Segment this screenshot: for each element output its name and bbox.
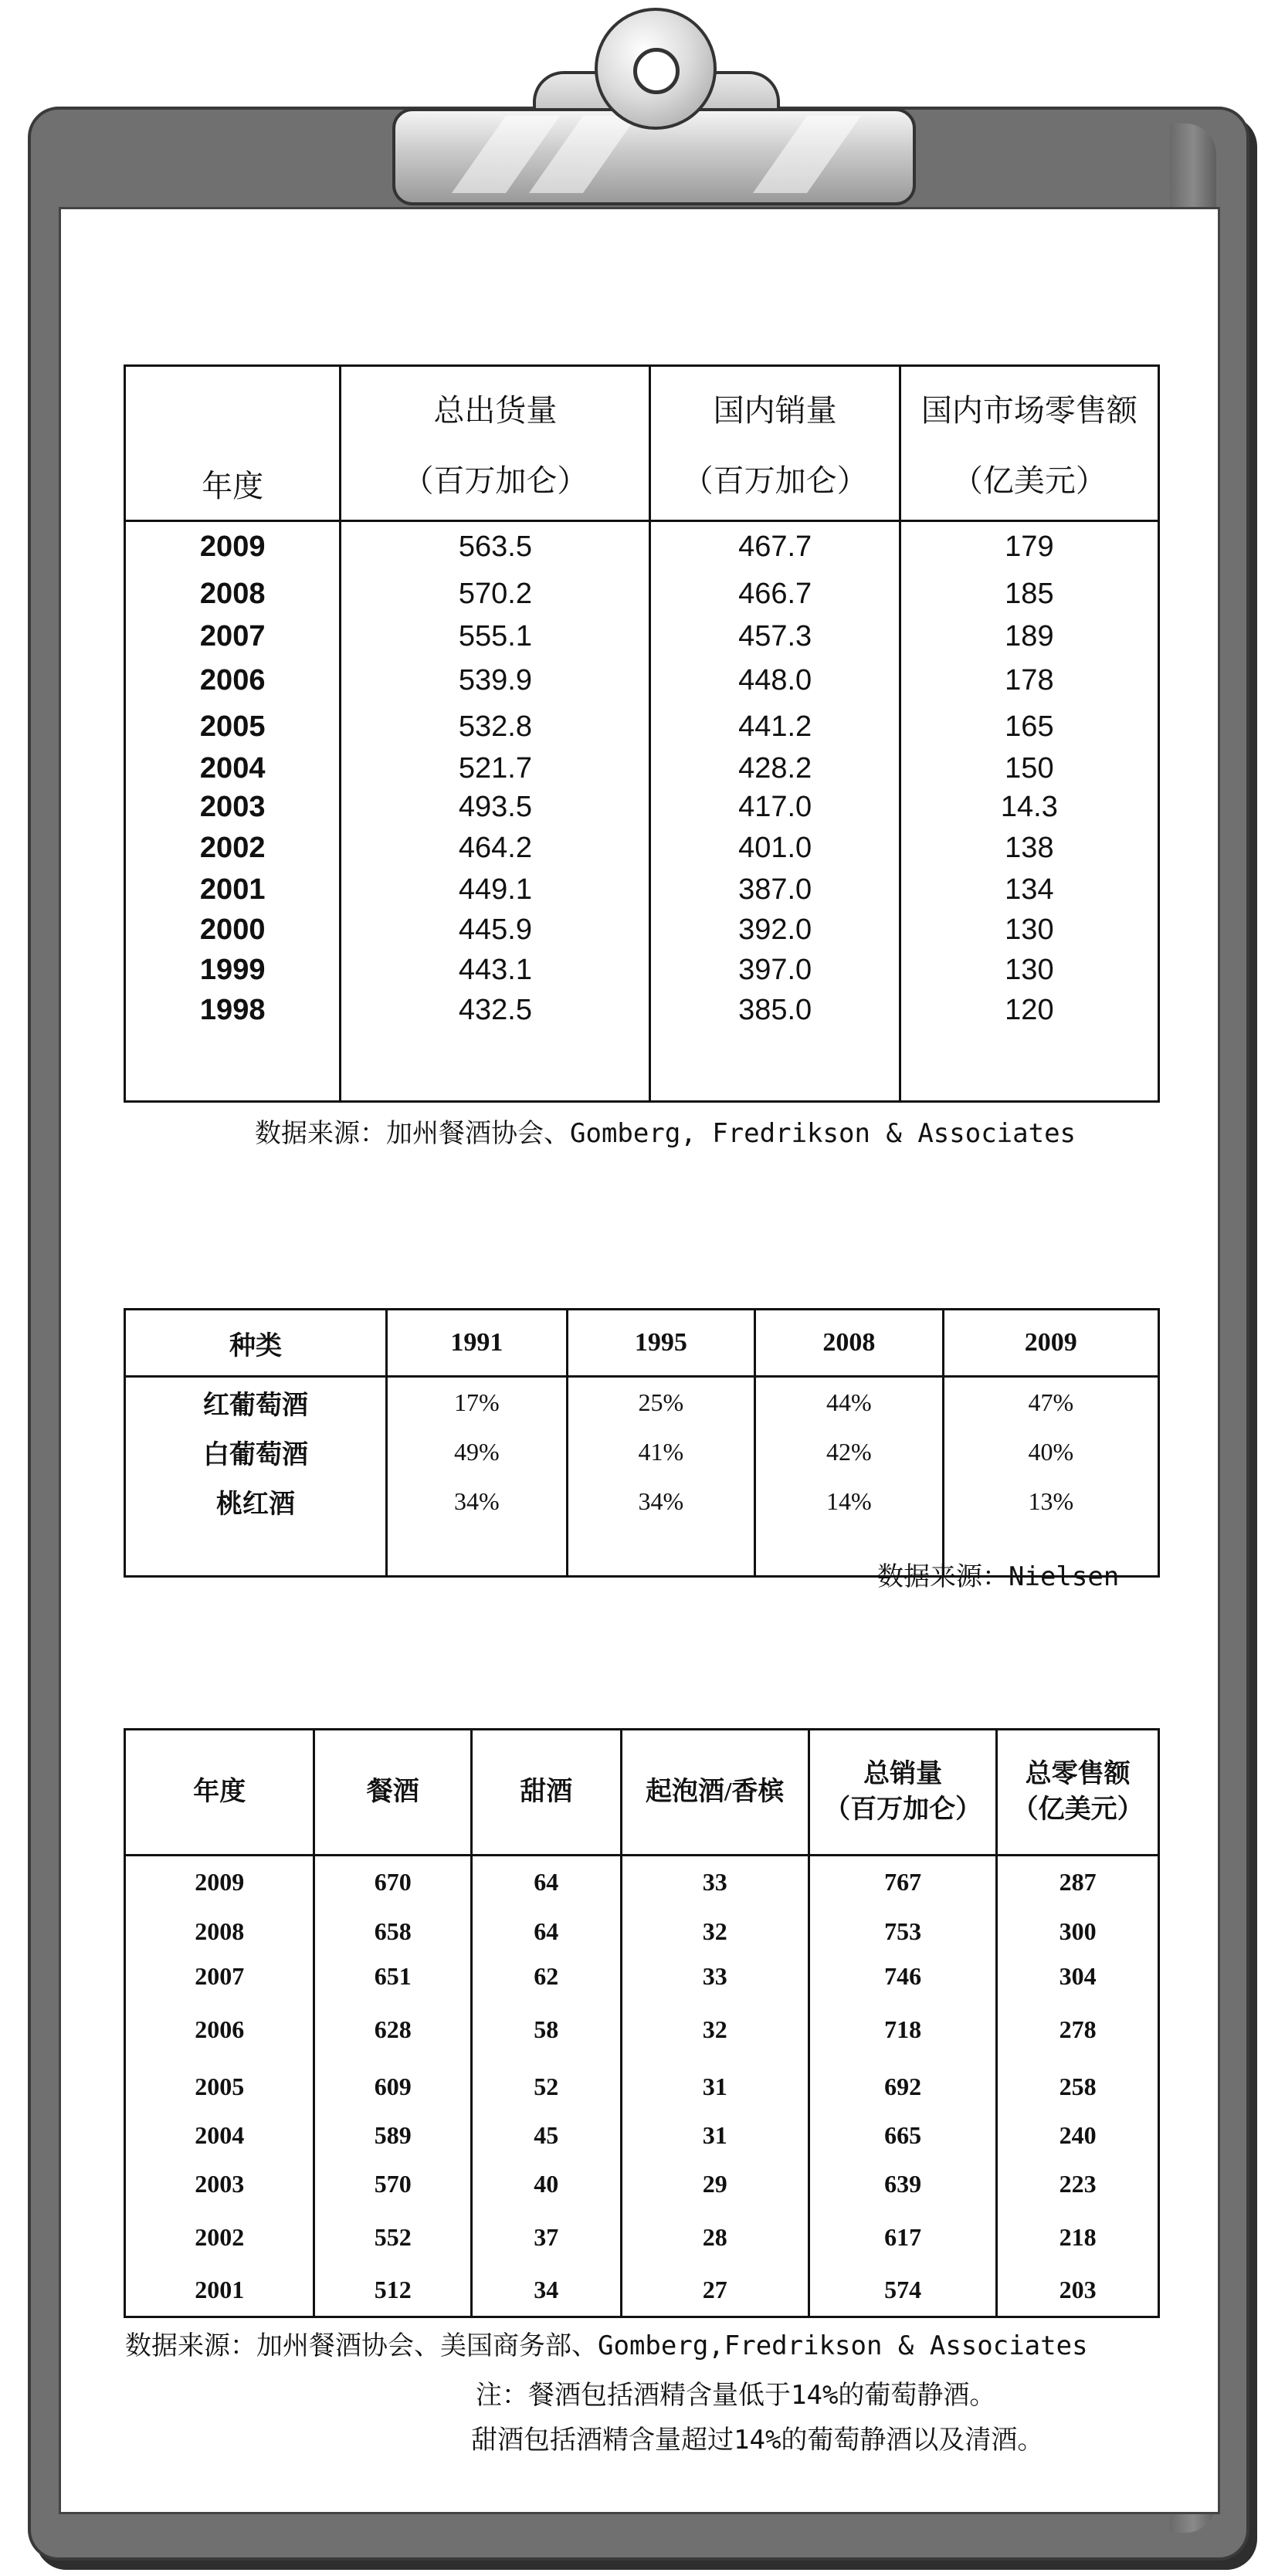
year-cell: 2003 (125, 788, 341, 826)
value-cell: 753 (809, 1909, 996, 1954)
spacer-cell (341, 1030, 650, 1102)
category-sales-table (124, 1728, 1160, 2318)
header-unit: （亿美元） (951, 464, 1107, 498)
table-row (125, 2212, 1159, 2264)
value-cell: 40 (471, 2157, 621, 2212)
header-label: 国内市场零售额 (920, 394, 1137, 428)
value-cell: 441.2 (650, 704, 900, 749)
header-label: 总销量 (863, 1760, 943, 1789)
header-label: 甜酒 (520, 1778, 573, 1807)
year-cell: 1998 (125, 990, 341, 1030)
header-unit: （亿美元） (1012, 1795, 1144, 1824)
year-cell: 2008 (125, 571, 341, 616)
value-cell: 387.0 (650, 869, 900, 910)
value-cell: 130 (900, 910, 1158, 950)
value-cell: 532.8 (341, 704, 650, 749)
value-cell: 165 (900, 704, 1158, 749)
year-cell: 2008 (125, 1909, 314, 1954)
header-cell (125, 1730, 314, 1856)
header-label: 餐酒 (366, 1778, 419, 1807)
source-note-3: 数据来源：加州餐酒协会、美国商务部、Gomberg,Fredrikson & Associates (125, 2330, 1088, 2361)
header-cell: 2009 (943, 1310, 1158, 1377)
value-cell: 34 (471, 2263, 621, 2317)
value-cell: 28 (621, 2212, 809, 2264)
header-cell: 2008 (755, 1310, 943, 1377)
header-retail-value (900, 366, 1158, 521)
value-cell: 448.0 (650, 656, 900, 704)
value-cell: 13% (943, 1476, 1158, 1526)
value-cell: 52 (471, 2060, 621, 2114)
table-row (125, 1909, 1159, 1954)
value-cell: 449.1 (341, 869, 650, 910)
year-cell: 2006 (125, 656, 341, 704)
header-cell: 1991 (387, 1310, 568, 1377)
value-cell: 464.2 (341, 826, 650, 869)
value-cell: 27 (621, 2263, 809, 2317)
value-cell: 746 (809, 1954, 996, 1999)
table-row (125, 2263, 1159, 2317)
header-cell (314, 1730, 472, 1856)
value-cell: 258 (997, 2060, 1159, 2114)
value-cell: 185 (900, 571, 1158, 616)
value-cell: 512 (314, 2263, 472, 2317)
value-cell: 138 (900, 826, 1158, 869)
value-cell: 570 (314, 2157, 472, 2212)
value-cell: 31 (621, 2113, 809, 2157)
year-cell: 2002 (125, 826, 341, 869)
value-cell: 767 (809, 1856, 996, 1909)
value-cell: 539.9 (341, 656, 650, 704)
header-cell (997, 1730, 1159, 1856)
value-cell: 40% (943, 1427, 1158, 1476)
table-row (125, 950, 1159, 990)
year-cell: 2007 (125, 1954, 314, 1999)
header-unit: （百万加仑） (682, 464, 868, 498)
header-total-shipments (341, 366, 650, 521)
value-cell: 665 (809, 2113, 996, 2157)
spacer-cell (125, 1526, 387, 1577)
value-cell: 47% (943, 1377, 1158, 1428)
year-cell: 2009 (125, 521, 341, 572)
table-row (125, 2113, 1159, 2157)
value-cell: 521.7 (341, 749, 650, 788)
value-cell: 223 (997, 2157, 1159, 2212)
table-row (125, 1954, 1159, 1999)
value-cell: 443.1 (341, 950, 650, 990)
table-row (125, 910, 1159, 950)
value-cell: 300 (997, 1909, 1159, 1954)
value-cell: 639 (809, 2157, 996, 2212)
table-row (125, 656, 1159, 704)
year-cell: 2004 (125, 749, 341, 788)
value-cell: 445.9 (341, 910, 650, 950)
table-row (125, 990, 1159, 1030)
category-cell: 白葡萄酒 (125, 1427, 387, 1476)
table-row (125, 1476, 1159, 1526)
value-cell: 17% (387, 1377, 568, 1428)
header-label: 总零售额 (1025, 1760, 1131, 1789)
wine-type-share-table (124, 1308, 1160, 1578)
spacer-cell (125, 1030, 341, 1102)
value-cell: 466.7 (650, 571, 900, 616)
value-cell: 240 (997, 2113, 1159, 2157)
spacer-cell (900, 1030, 1158, 1102)
year-cell: 2007 (125, 616, 341, 656)
value-cell: 33 (621, 1856, 809, 1909)
footnote-line-1: 注：餐酒包括酒精含量低于14%的葡萄静酒。 (476, 2380, 996, 2411)
value-cell: 45 (471, 2113, 621, 2157)
value-cell: 64 (471, 1909, 621, 1954)
source-note-2: 数据来源：Nielsen (877, 1561, 1120, 1592)
value-cell: 42% (755, 1427, 943, 1476)
header-label: 国内销量 (713, 394, 837, 428)
value-cell: 692 (809, 2060, 996, 2114)
value-cell: 29 (621, 2157, 809, 2212)
header-year (125, 366, 341, 521)
header-label: 年度 (193, 1778, 246, 1807)
value-cell: 467.7 (650, 521, 900, 572)
value-cell: 37 (471, 2212, 621, 2264)
table-row (125, 616, 1159, 656)
spacer-row (125, 1030, 1159, 1102)
value-cell: 14.3 (900, 788, 1158, 826)
table-header-row (125, 1730, 1159, 1856)
table-row (125, 1377, 1159, 1428)
table-row (125, 704, 1159, 749)
header-cell: 种类 (125, 1310, 387, 1377)
header-cell (471, 1730, 621, 1856)
year-cell: 2009 (125, 1856, 314, 1909)
value-cell: 58 (471, 1999, 621, 2059)
value-cell: 203 (997, 2263, 1159, 2317)
value-cell: 189 (900, 616, 1158, 656)
value-cell: 134 (900, 869, 1158, 910)
table-row (125, 1427, 1159, 1476)
year-cell: 2005 (125, 704, 341, 749)
header-cell (809, 1730, 996, 1856)
table-row (125, 826, 1159, 869)
header-unit: （百万加仑） (402, 464, 588, 498)
header-label: 起泡酒/香槟 (645, 1778, 785, 1807)
value-cell: 563.5 (341, 521, 650, 572)
header-label: 总出货量 (433, 394, 558, 428)
value-cell: 32 (621, 1999, 809, 2059)
value-cell: 651 (314, 1954, 472, 1999)
header-cell: 1995 (567, 1310, 754, 1377)
value-cell: 574 (809, 2263, 996, 2317)
value-cell: 33 (621, 1954, 809, 1999)
source-note-1: 数据来源：加州餐酒协会、Gomberg, Fredrikson & Associates (255, 1118, 1076, 1149)
value-cell: 397.0 (650, 950, 900, 990)
value-cell: 179 (900, 521, 1158, 572)
year-cell: 2004 (125, 2113, 314, 2157)
value-cell: 49% (387, 1427, 568, 1476)
table-row (125, 869, 1159, 910)
category-cell: 红葡萄酒 (125, 1377, 387, 1428)
value-cell: 218 (997, 2212, 1159, 2264)
year-cell: 1999 (125, 950, 341, 990)
footnote-line-2: 甜酒包括酒精含量超过14%的葡萄静酒以及清酒。 (471, 2425, 1044, 2456)
table-row (125, 749, 1159, 788)
value-cell: 278 (997, 1999, 1159, 2059)
year-cell: 2003 (125, 2157, 314, 2212)
table-header-row (125, 366, 1159, 521)
header-domestic-sales (650, 366, 900, 521)
table-row (125, 2157, 1159, 2212)
shipments-table (124, 364, 1160, 1103)
value-cell: 432.5 (341, 990, 650, 1030)
value-cell: 287 (997, 1856, 1159, 1909)
value-cell: 34% (567, 1476, 754, 1526)
spacer-cell (567, 1526, 754, 1577)
table-row (125, 521, 1159, 572)
table-row (125, 1856, 1159, 1909)
value-cell: 628 (314, 1999, 472, 2059)
value-cell: 34% (387, 1476, 568, 1526)
value-cell: 32 (621, 1909, 809, 1954)
value-cell: 718 (809, 1999, 996, 2059)
value-cell: 658 (314, 1909, 472, 1954)
value-cell: 555.1 (341, 616, 650, 656)
header-label: 年度 (202, 469, 264, 503)
value-cell: 417.0 (650, 788, 900, 826)
spacer-cell (650, 1030, 900, 1102)
header-unit: （百万加仑） (824, 1795, 982, 1824)
year-cell: 2001 (125, 2263, 314, 2317)
table-row (125, 2060, 1159, 2114)
value-cell: 552 (314, 2212, 472, 2264)
value-cell: 178 (900, 656, 1158, 704)
value-cell: 304 (997, 1954, 1159, 1999)
value-cell: 457.3 (650, 616, 900, 656)
value-cell: 25% (567, 1377, 754, 1428)
value-cell: 130 (900, 950, 1158, 990)
value-cell: 589 (314, 2113, 472, 2157)
value-cell: 428.2 (650, 749, 900, 788)
year-cell: 2005 (125, 2060, 314, 2114)
value-cell: 14% (755, 1476, 943, 1526)
year-cell: 2002 (125, 2212, 314, 2264)
value-cell: 64 (471, 1856, 621, 1909)
value-cell: 44% (755, 1377, 943, 1428)
value-cell: 401.0 (650, 826, 900, 869)
value-cell: 570.2 (341, 571, 650, 616)
value-cell: 392.0 (650, 910, 900, 950)
value-cell: 62 (471, 1954, 621, 1999)
year-cell: 2000 (125, 910, 341, 950)
year-cell: 2006 (125, 1999, 314, 2059)
spacer-cell (387, 1526, 568, 1577)
value-cell: 41% (567, 1427, 754, 1476)
table-row (125, 571, 1159, 616)
table-row (125, 1999, 1159, 2059)
value-cell: 493.5 (341, 788, 650, 826)
value-cell: 670 (314, 1856, 472, 1909)
value-cell: 150 (900, 749, 1158, 788)
header-cell (621, 1730, 809, 1856)
value-cell: 31 (621, 2060, 809, 2114)
table-header-row (125, 1310, 1159, 1377)
value-cell: 120 (900, 990, 1158, 1030)
value-cell: 617 (809, 2212, 996, 2264)
table-row (125, 788, 1159, 826)
category-cell: 桃红酒 (125, 1476, 387, 1526)
year-cell: 2001 (125, 869, 341, 910)
clip-hole (633, 48, 680, 94)
value-cell: 609 (314, 2060, 472, 2114)
value-cell: 385.0 (650, 990, 900, 1030)
